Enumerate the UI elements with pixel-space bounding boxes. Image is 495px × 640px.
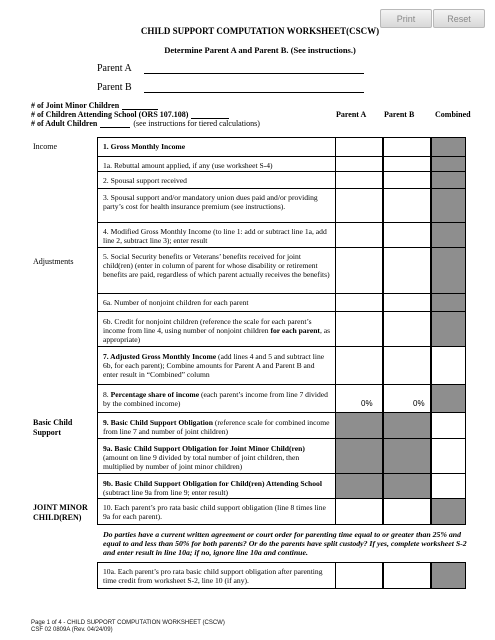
reset-button[interactable]: Reset [433, 9, 485, 28]
line-4-combined-cell [431, 222, 466, 248]
line-5-parent-a-cell[interactable] [335, 247, 383, 294]
line-1a-text: 1a. Rebuttal amount applied, if any (use worksheet S-4) [103, 161, 273, 170]
line-3-parent-b-cell[interactable] [383, 188, 431, 223]
line-4-text: 4. Modified Gross Monthly Income (to line 1: add or subtract line 1a, add line 2, subtract line 3); enter result [103, 227, 327, 245]
joint-minor-label: # of Joint Minor Children [31, 101, 120, 110]
parent-a-input[interactable] [144, 64, 364, 74]
print-button[interactable]: Print [380, 9, 432, 28]
line-9b-text: 9b. Basic Child Support Obligation for Child(ren) Attending School (subtract line 9a from line 9; enter result) [103, 479, 322, 497]
line-9-text: 9. Basic Child Support Obligation (reference scale for combined income from line 7 and number of joint children) [103, 418, 330, 436]
line-10-combined-cell [431, 498, 466, 525]
page-footer [31, 620, 225, 634]
line-1-left-rule [97, 137, 98, 156]
line-1-parent-b-cell[interactable] [383, 137, 431, 157]
line-8-text: 8. Percentage share of income (each parent’s income from line 7 divided by the combined income) [103, 390, 328, 408]
worksheet-title: CHILD SUPPORT COMPUTATION WORKSHEET(CSCW) [140, 26, 380, 36]
line-9a-combined-cell[interactable] [431, 438, 466, 474]
column-header-parent-a: Parent A [336, 110, 367, 119]
section-adjustments: Adjustments [33, 257, 74, 266]
parent-b-input[interactable] [144, 83, 364, 93]
line-7-parent-b-cell[interactable] [383, 346, 431, 385]
parenting-time-question: Do parties have a current written agreement or court order for parenting time equal to or greater than 25% and equal to and less than 50% for both parents? Or do the parents have split custody? If yes, complete worksheet S-2 and enter result in line 10a; if no, ignore line 10a and continue. [103, 530, 467, 557]
line-3-text: 3. Spousal support and/or mandatory union dues paid and/or providing party’s cost for health insurance premium (see instructions). [103, 193, 318, 211]
section-joint-minor-children: JOINT MINOR CHILD(REN) [33, 503, 88, 522]
line-4-parent-b-cell[interactable] [383, 222, 431, 248]
line-2-parent-b-cell[interactable] [383, 171, 431, 189]
line-6b-parent-b-cell[interactable] [383, 311, 431, 347]
line-3-combined-cell [431, 188, 466, 223]
line-9a-text: 9a. Basic Child Support Obligation for Joint Minor Child(ren) (amount on line 9 divided by total number of joint children, then multiplied by number of joint minor children) [103, 444, 305, 471]
line-5-text: 5. Social Security benefits or Veterans’ benefits received for joint child(ren) (enter in column of parent for whose disability or retirement benefits are paid, regardless of which parent actually receives the benefits) [103, 252, 330, 279]
worksheet-subtitle: Determine Parent A and Parent B. (See instructions.) [164, 45, 356, 55]
line-10-parent-b-cell[interactable] [383, 498, 431, 525]
column-header-combined: Combined [435, 110, 471, 119]
line-8-left-rule [97, 384, 98, 412]
line-6a-parent-b-cell[interactable] [383, 293, 431, 312]
line-9a-left-rule [97, 438, 98, 473]
line-8-combined-cell [431, 384, 466, 413]
line-9a-parent-b-cell [383, 438, 431, 474]
line-1-text: 1. Gross Monthly Income [103, 142, 186, 151]
line-5-combined-cell [431, 247, 466, 294]
line-6a-parent-a-cell[interactable] [335, 293, 383, 312]
line-6a-combined-cell [431, 293, 466, 312]
parent-a-label: Parent A [97, 63, 132, 74]
section-basic-child-support: Basic Child Support [33, 418, 73, 437]
line-7-text: 7. Adjusted Gross Monthly Income (add lines 4 and 5 and subtract line 6b, for each parent); Combine amounts for Parent A and Parent B and enter result in “Combined” column [103, 352, 325, 379]
parent-b-label: Parent B [97, 82, 132, 93]
line-5-parent-b-cell[interactable] [383, 247, 431, 294]
line-5-left-rule [97, 247, 98, 293]
line-2-parent-a-cell[interactable] [335, 171, 383, 189]
section-income: Income [33, 142, 57, 151]
line-10a-left-rule [97, 562, 98, 588]
line-1a-combined-cell [431, 156, 466, 172]
school-children-input[interactable] [191, 111, 229, 119]
line-6b-left-rule [97, 311, 98, 346]
percentage-parent-b: 0% [413, 399, 425, 408]
line-6b-combined-cell [431, 311, 466, 347]
adult-children-note: (see instructions for tiered calculations) [133, 119, 260, 128]
adult-children-label: # of Adult Children [31, 119, 98, 128]
line-10a-parent-b-cell[interactable] [383, 562, 431, 589]
line-3-left-rule [97, 188, 98, 222]
line-9a-parent-a-cell [335, 438, 383, 474]
line-4-left-rule [97, 222, 98, 247]
line-6a-text: 6a. Number of nonjoint children for each parent [103, 298, 249, 307]
line-2-combined-cell [431, 171, 466, 189]
parent-a-field [97, 63, 364, 74]
line-7-combined-cell[interactable] [431, 346, 466, 385]
line-10a-text: 10a. Each parent’s pro rata basic child support obligation after parenting time credit from worksheet S-2, line 10 (if any). [103, 567, 323, 585]
line-6b-parent-a-cell[interactable] [335, 311, 383, 347]
line-8-parent-a-cell[interactable] [335, 384, 383, 413]
line-10-left-rule [97, 498, 98, 524]
line-10a-parent-a-cell[interactable] [335, 562, 383, 589]
adult-children-input[interactable] [100, 120, 130, 128]
line-9b-parent-b-cell [383, 473, 431, 499]
line-9-parent-a-cell [335, 412, 383, 439]
line-9b-combined-cell[interactable] [431, 473, 466, 499]
line-2-text: 2. Spousal support received [103, 176, 187, 185]
line-1a-parent-a-cell[interactable] [335, 156, 383, 172]
column-header-parent-b: Parent B [384, 110, 415, 119]
line-9b-left-rule [97, 473, 98, 498]
school-children-label: # of Children Attending School (ORS 107.108) [31, 110, 189, 119]
children-counts [31, 101, 260, 128]
footer-form-line: CSF 02 0809A (Rev. 04/24/09) [31, 627, 113, 633]
line-6a-left-rule [97, 293, 98, 311]
percentage-parent-a: 0% [361, 399, 373, 408]
line-7-left-rule [97, 346, 98, 384]
line-10a-combined-cell [431, 562, 466, 589]
line-9b-parent-a-cell [335, 473, 383, 499]
line-4-parent-a-cell[interactable] [335, 222, 383, 248]
line-10-parent-a-cell[interactable] [335, 498, 383, 525]
line-9-left-rule [97, 412, 98, 438]
footer-page-line: Page 1 of 4 - CHILD SUPPORT COMPUTATION WORKSHEET (CSCW) [31, 620, 225, 626]
line-1a-left-rule [97, 156, 98, 171]
line-1a-parent-b-cell[interactable] [383, 156, 431, 172]
line-10-text: 10. Each parent’s pro rata basic child support obligation (line 8 times line 9a for each parent). [103, 503, 326, 521]
line-9-combined-cell[interactable] [431, 412, 466, 439]
parent-b-field [97, 82, 364, 93]
line-6b-text: 6b. Credit for nonjoint children (reference the scale for each parent’s income from line 4, using number of nonjoint children for each parent, as appropriate) [103, 317, 331, 344]
line-1-parent-a-cell[interactable] [335, 137, 383, 157]
line-1-combined-cell [431, 137, 466, 157]
line-9-parent-b-cell [383, 412, 431, 439]
line-2-left-rule [97, 171, 98, 188]
joint-minor-input[interactable] [122, 102, 158, 110]
line-3-parent-a-cell[interactable] [335, 188, 383, 223]
line-7-parent-a-cell[interactable] [335, 346, 383, 385]
